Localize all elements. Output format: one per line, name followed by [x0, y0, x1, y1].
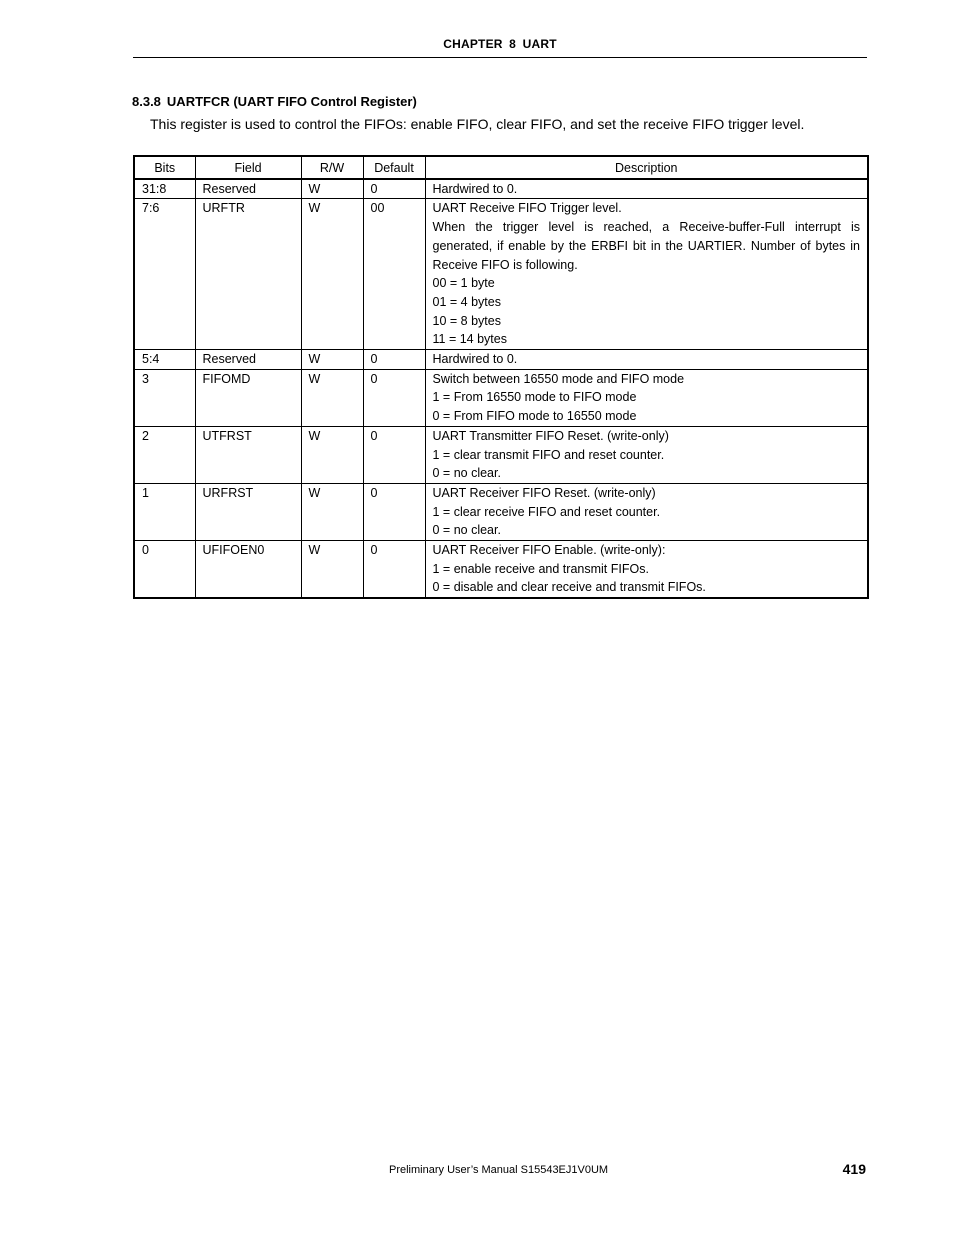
cell-description	[425, 541, 868, 599]
cell-bits: 31:8	[134, 179, 195, 199]
cell-description	[425, 179, 868, 199]
cell-field: Reserved	[195, 350, 301, 370]
description-line: UART Receive FIFO Trigger level.	[432, 201, 622, 216]
column-header-description: Description	[425, 156, 868, 179]
description-line: 10 = 8 bytes	[432, 313, 501, 328]
column-header-bits: Bits	[134, 156, 195, 179]
table-row	[134, 350, 868, 370]
description-line: UART Receiver FIFO Enable. (write-only):	[432, 543, 666, 558]
cell-bits: 2	[134, 426, 195, 483]
table-row	[134, 369, 868, 426]
column-header-default: Default	[363, 156, 425, 179]
table-row	[134, 483, 868, 540]
cell-rw: W	[301, 199, 363, 350]
description-line: Hardwired to 0.	[432, 181, 518, 196]
description-line: 1 = clear receive FIFO and reset counter.	[432, 504, 661, 519]
cell-bits: 3	[134, 369, 195, 426]
cell-bits: 5:4	[134, 350, 195, 370]
running-header-chapter: CHAPTER 8 UART	[133, 36, 867, 58]
section-heading	[132, 93, 417, 110]
section-number: 8.3.8	[132, 94, 161, 109]
description-line: 0 = disable and clear receive and transmit FIFOs.	[432, 580, 706, 595]
cell-field: Reserved	[195, 179, 301, 199]
cell-description	[425, 350, 868, 370]
cell-default: 0	[363, 426, 425, 483]
cell-default: 0	[363, 179, 425, 199]
cell-description	[425, 426, 868, 483]
description-line: 0 = From FIFO mode to 16550 mode	[432, 409, 637, 424]
page-number: 419	[842, 1161, 866, 1177]
footer-manual-title: Preliminary User’s Manual S15543EJ1V0UM	[389, 1164, 609, 1176]
cell-bits: 1	[134, 483, 195, 540]
description-line: 00 = 1 byte	[432, 276, 495, 291]
column-header-field: Field	[195, 156, 301, 179]
cell-rw: W	[301, 541, 363, 599]
table-header-row	[134, 156, 868, 179]
description-line: When the trigger level is reached, a Receive-buffer-Full interrupt is generated, if enable by the ERBFI bit in the UARTIER. Number of bytes in Receive FIFO is following.	[432, 220, 860, 272]
cell-description	[425, 369, 868, 426]
cell-bits: 7:6	[134, 199, 195, 350]
cell-default: 0	[363, 369, 425, 426]
cell-rw: W	[301, 179, 363, 199]
cell-rw: W	[301, 483, 363, 540]
description-line: Switch between 16550 mode and FIFO mode	[432, 371, 685, 386]
table-row	[134, 541, 868, 599]
description-line: 01 = 4 bytes	[432, 294, 501, 309]
column-header-rw: R/W	[301, 156, 363, 179]
table-row	[134, 199, 868, 350]
cell-description	[425, 199, 868, 350]
cell-rw: W	[301, 350, 363, 370]
description-line: 1 = clear transmit FIFO and reset counter.	[432, 447, 665, 462]
cell-bits: 0	[134, 541, 195, 599]
cell-field: UFIFOEN0	[195, 541, 301, 599]
cell-default: 00	[363, 199, 425, 350]
description-line: 1 = From 16550 mode to FIFO mode	[432, 390, 637, 405]
description-line: 0 = no clear.	[432, 466, 501, 481]
cell-field: UTFRST	[195, 426, 301, 483]
cell-field: FIFOMD	[195, 369, 301, 426]
cell-default: 0	[363, 350, 425, 370]
cell-default: 0	[363, 541, 425, 599]
table-row	[134, 179, 868, 199]
description-line: UART Receiver FIFO Reset. (write-only)	[432, 485, 656, 500]
description-line: Hardwired to 0.	[432, 352, 518, 367]
cell-rw: W	[301, 369, 363, 426]
table-row	[134, 426, 868, 483]
register-table-body	[134, 179, 868, 598]
cell-field: URFTR	[195, 199, 301, 350]
description-line: UART Transmitter FIFO Reset. (write-only)	[432, 428, 669, 443]
cell-description	[425, 483, 868, 540]
description-line: 1 = enable receive and transmit FIFOs.	[432, 561, 649, 576]
description-line: 0 = no clear.	[432, 523, 501, 538]
cell-field: URFRST	[195, 483, 301, 540]
section-intro: This register is used to control the FIFOs: enable FIFO, clear FIFO, and set the receive FIFO trigger level.	[150, 116, 805, 132]
section-title: UARTFCR (UART FIFO Control Register)	[166, 94, 417, 109]
register-table	[133, 155, 869, 599]
description-line: 11 = 14 bytes	[432, 332, 507, 347]
cell-default: 0	[363, 483, 425, 540]
cell-rw: W	[301, 426, 363, 483]
